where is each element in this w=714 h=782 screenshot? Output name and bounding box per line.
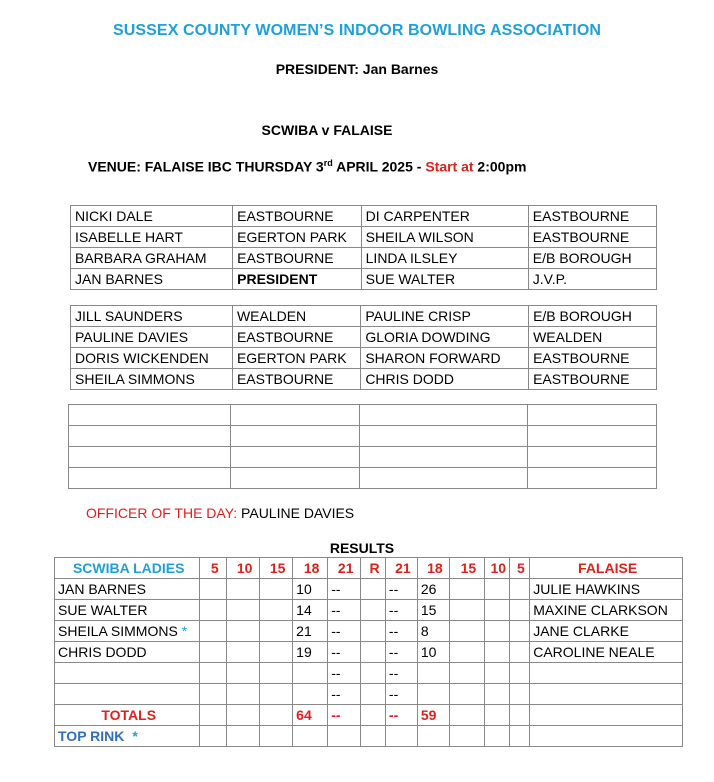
score-cell [260,663,293,684]
score-cell [227,663,260,684]
score-cell [417,663,449,684]
score-cell [200,684,227,705]
empty-cell [260,726,293,747]
total-score-cell: -- [328,705,361,726]
team-table-2 [70,305,657,390]
home-player-name: JAN BARNES [58,581,146,597]
team-table-2-row [71,327,657,348]
score-cell: -- [328,684,361,705]
score-cell [227,579,260,600]
score-cell [361,579,386,600]
home-player-cell [55,621,200,642]
totals-row [55,705,683,726]
score-cell [484,621,509,642]
club-cell: J.V.P. [528,269,656,290]
score-cell: -- [328,621,361,642]
score-cell [227,642,260,663]
totals-label: TOTALS [55,705,200,726]
club-cell: EASTBOURNE [528,227,656,248]
away-player-cell: CAROLINE NEALE [530,642,683,663]
score-cell: 26 [417,579,449,600]
results-row [55,579,683,600]
score-cell: -- [385,684,417,705]
officer-of-day [86,505,354,521]
total-score-cell: -- [385,705,417,726]
empty-cell [328,726,361,747]
results-row [55,642,683,663]
score-cell [361,663,386,684]
score-cell [449,579,484,600]
team-table-1 [70,205,657,290]
score-cell [227,600,260,621]
association-title: SUSSEX COUNTY WOMEN’S INDOOR BOWLING ASSOCIATION [112,22,602,39]
empty-cell [509,726,530,747]
total-score-cell [361,705,386,726]
top-rink-row [55,726,683,747]
score-cell [509,684,530,705]
home-player-name: SHEILA SIMMONS [58,623,178,639]
empty-cell [449,726,484,747]
top-rink-cell [55,726,200,747]
score-cell: 10 [417,642,449,663]
match-title: SCWIBA v FALAISE [261,122,393,138]
score-cell [484,600,509,621]
venue-date: APRIL 2025 - [332,158,426,175]
total-score-cell [260,705,293,726]
away-player-cell [530,663,683,684]
score-cell [509,642,530,663]
venue-ordinal: rd [323,158,333,168]
away-player-cell [530,684,683,705]
club-cell: EASTBOURNE [233,248,362,269]
away-player-cell: JANE CLARKE [530,621,683,642]
results-row [55,621,683,642]
total-score-cell [449,705,484,726]
score-cell: -- [328,642,361,663]
total-score-cell [509,705,530,726]
score-cell [361,684,386,705]
club-cell: E/B BOROUGH [529,306,657,327]
score-cell [200,600,227,621]
score-cell [449,621,484,642]
score-cell [260,600,293,621]
club-cell: EASTBOURNE [529,348,657,369]
results-header-row [55,558,683,579]
score-cell [484,663,509,684]
player-name-cell: DORIS WICKENDEN [71,348,233,369]
score-cell [449,684,484,705]
score-column-header: 15 [260,558,293,579]
score-cell [200,579,227,600]
score-cell: -- [385,621,417,642]
top-rink-label: TOP RINK [58,728,125,744]
player-name-cell: CHRIS DODD [361,369,529,390]
club-cell: EASTBOURNE [232,327,360,348]
results-row [55,663,683,684]
club-cell: WEALDEN [529,327,657,348]
club-cell: EASTBOURNE [529,369,657,390]
score-cell [509,579,530,600]
score-cell: 21 [293,621,328,642]
score-cell [200,621,227,642]
officer-name: PAULINE DAVIES [237,505,355,521]
club-cell: E/B BOROUGH [528,248,656,269]
score-column-header: 5 [509,558,530,579]
score-cell [200,663,227,684]
player-name-cell: SUE WALTER [361,269,528,290]
empty-cell [484,726,509,747]
venue-prefix: VENUE: FALAISE IBC THURSDAY 3 [88,158,324,175]
home-player-name: SUE WALTER [58,602,148,618]
score-cell [361,642,386,663]
score-column-header: 18 [293,558,328,579]
home-player-cell [55,684,200,705]
score-cell [449,600,484,621]
club-cell: PRESIDENT [233,269,362,290]
empty-cell [200,726,227,747]
total-score-cell [227,705,260,726]
home-player-cell [55,642,200,663]
score-cell [361,621,386,642]
score-column-header: 18 [417,558,449,579]
player-name-cell: NICKI DALE [71,206,233,227]
away-team-header: FALAISE [530,558,683,579]
score-column-header: 21 [385,558,417,579]
player-name-cell: BARBARA GRAHAM [71,248,233,269]
home-player-cell [55,663,200,684]
score-cell: -- [328,600,361,621]
score-cell: -- [385,579,417,600]
venue-line [88,158,526,175]
team-table-1-row [71,269,657,290]
officer-label: OFFICER OF THE DAY: [86,505,238,521]
total-score-cell [530,705,683,726]
score-cell: 15 [417,600,449,621]
score-column-header: 21 [328,558,361,579]
results-row [55,684,683,705]
away-player-cell: MAXINE CLARKSON [530,600,683,621]
score-cell [260,684,293,705]
club-cell: EASTBOURNE [233,206,362,227]
start-time: 2:00pm [473,158,527,175]
score-cell [509,600,530,621]
president-line: PRESIDENT: Jan Barnes [275,61,439,77]
score-column-header: 5 [200,558,227,579]
score-cell: 14 [293,600,328,621]
results-row [55,600,683,621]
team-table-2-row [71,369,657,390]
score-cell [200,642,227,663]
team-table-1-row [71,206,657,227]
score-cell [293,663,328,684]
score-cell: -- [385,600,417,621]
total-score-cell [484,705,509,726]
results-heading: RESULTS [329,540,395,556]
empty-cell [417,726,449,747]
total-score-cell: 59 [417,705,449,726]
score-cell: 10 [293,579,328,600]
player-name-cell: SHARON FORWARD [361,348,529,369]
score-column-header: 15 [449,558,484,579]
club-cell: EGERTON PARK [233,227,362,248]
home-player-cell [55,600,200,621]
score-cell [260,579,293,600]
score-cell [484,684,509,705]
club-cell: EASTBOURNE [528,206,656,227]
player-name-cell: JILL SAUNDERS [71,306,233,327]
player-name-cell: SHEILA SIMMONS [71,369,233,390]
empty-cell [385,726,417,747]
score-cell [260,621,293,642]
score-cell [361,600,386,621]
club-cell: EGERTON PARK [232,348,360,369]
score-cell: 8 [417,621,449,642]
score-cell [449,663,484,684]
score-cell: -- [328,663,361,684]
empty-cell [530,726,683,747]
away-player-cell: JULIE HAWKINS [530,579,683,600]
score-cell [417,684,449,705]
score-cell: 19 [293,642,328,663]
score-cell [260,642,293,663]
player-name-cell: SHEILA WILSON [361,227,528,248]
score-cell [484,642,509,663]
score-cell: -- [328,579,361,600]
team-table-1-row [71,248,657,269]
score-column-header: R [361,558,386,579]
player-name-cell: DI CARPENTER [361,206,528,227]
home-team-header: SCWIBA LADIES [55,558,200,579]
team-table-2-row [71,348,657,369]
score-cell [227,684,260,705]
team-table-2-row [71,306,657,327]
score-cell [227,621,260,642]
score-column-header: 10 [227,558,260,579]
club-cell: EASTBOURNE [232,369,360,390]
score-cell [449,642,484,663]
empty-cell [361,726,386,747]
score-cell: -- [385,642,417,663]
score-column-header: 10 [484,558,509,579]
empty-cell [293,726,328,747]
score-cell [509,621,530,642]
player-name-cell: JAN BARNES [71,269,233,290]
team-table-1-row [71,227,657,248]
score-cell [509,663,530,684]
empty-cell [227,726,260,747]
player-name-cell: GLORIA DOWDING [361,327,529,348]
player-name-cell: PAULINE DAVIES [71,327,233,348]
player-name-cell: PAULINE CRISP [361,306,529,327]
home-player-name: CHRIS DODD [58,644,147,660]
score-cell: -- [385,663,417,684]
score-cell [293,684,328,705]
player-name-cell: ISABELLE HART [71,227,233,248]
start-label: Start at [425,158,474,175]
player-name-cell: LINDA ILSLEY [361,248,528,269]
blank-table [68,404,657,489]
top-rink-star-icon: * [181,623,188,639]
total-score-cell [200,705,227,726]
results-table [54,557,683,747]
top-rink-star-icon: * [132,728,138,744]
total-score-cell: 64 [293,705,328,726]
club-cell: WEALDEN [232,306,360,327]
home-player-cell [55,579,200,600]
score-cell [484,579,509,600]
